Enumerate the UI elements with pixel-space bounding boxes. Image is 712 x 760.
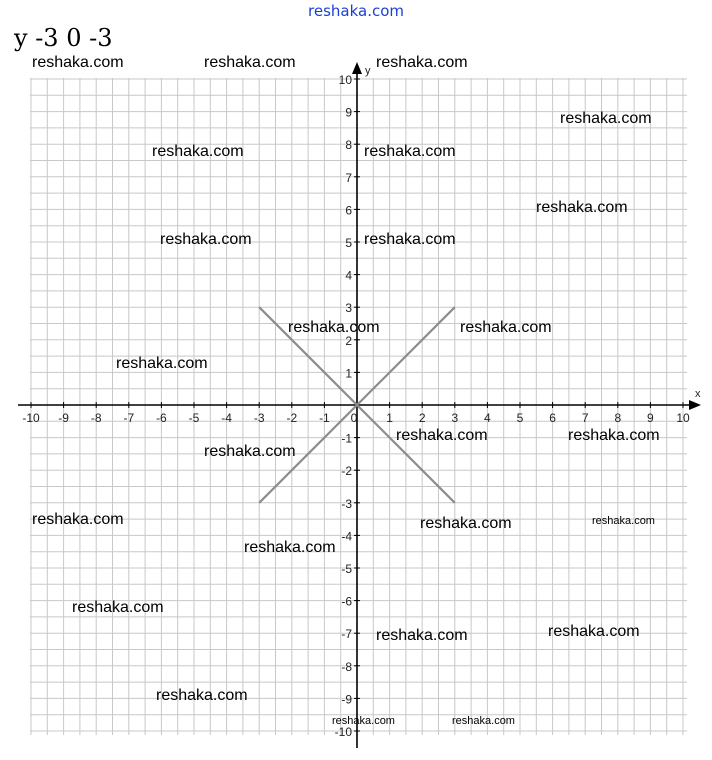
y-tick-label: 6	[345, 203, 352, 218]
watermark: reshaka.com	[420, 515, 512, 532]
x-tick-label: 2	[418, 411, 426, 425]
x-tick-label: 8	[614, 411, 622, 425]
x-tick-label: -7	[123, 411, 135, 425]
watermark: reshaka.com	[568, 427, 660, 444]
watermark: reshaka.com	[548, 623, 640, 640]
y-axis-arrow	[352, 62, 362, 74]
x-tick-label: -5	[188, 411, 200, 425]
y-tick-label: 3	[345, 301, 352, 316]
watermark: reshaka.com	[396, 427, 488, 444]
watermark: reshaka.com	[204, 443, 296, 460]
y-tick-label: -1	[341, 431, 352, 446]
watermark: reshaka.com	[376, 627, 468, 644]
x-axis-label: x	[695, 388, 701, 400]
watermarks	[32, 54, 660, 727]
axes	[18, 62, 701, 748]
y-tick-label: 4	[345, 268, 352, 283]
watermark: reshaka.com	[364, 143, 456, 160]
y-tick-label: 7	[345, 170, 352, 185]
y-tick-label: -10	[334, 725, 352, 739]
watermark: reshaka.com	[152, 143, 244, 160]
y-tick-label: -5	[341, 562, 352, 576]
y-tick-label: -7	[341, 627, 352, 642]
x-tick-label: 0	[350, 411, 358, 425]
watermark: reshaka.com	[460, 319, 552, 336]
y-tick-label: -4	[341, 529, 352, 544]
watermark: reshaka.com	[160, 231, 252, 248]
site-link[interactable]: reshaka.com	[308, 2, 404, 20]
x-tick-label: 5	[516, 411, 524, 425]
watermark: reshaka.com	[536, 199, 628, 216]
x-tick-label: -1	[319, 411, 330, 425]
watermark: reshaka.com	[72, 599, 164, 616]
y-tick-label: 10	[338, 73, 352, 87]
x-tick-label: -2	[286, 411, 298, 425]
x-tick-label: -9	[58, 411, 69, 425]
watermark: reshaka.com	[116, 355, 208, 372]
watermark: reshaka.com	[560, 110, 652, 127]
watermark: reshaka.com	[452, 715, 515, 727]
table-header-text: y -3 0 -3	[14, 24, 113, 52]
y-tick-label: 5	[345, 236, 352, 250]
watermark: reshaka.com	[204, 54, 296, 71]
x-tick-label: 9	[647, 411, 654, 425]
y-tick-label: 2	[345, 333, 352, 348]
watermark: reshaka.com	[364, 231, 456, 248]
x-tick-label: -4	[221, 411, 232, 425]
y-tick-label: -6	[341, 594, 352, 609]
watermark: reshaka.com	[332, 715, 395, 727]
x-axis-arrow	[689, 400, 701, 410]
x-tick-label: 3	[451, 411, 459, 425]
y-tick-label: 1	[345, 366, 352, 381]
watermark: reshaka.com	[32, 54, 124, 71]
y-tick-label: 8	[345, 138, 352, 153]
x-tick-label: -3	[253, 411, 265, 425]
watermark: reshaka.com	[592, 515, 655, 527]
watermark: reshaka.com	[156, 687, 248, 704]
x-tick-label: 6	[549, 411, 556, 425]
y-tick-label: 9	[345, 105, 352, 120]
watermark: reshaka.com	[376, 54, 468, 71]
y-tick-label: -2	[341, 464, 352, 479]
y-tick-label: -3	[341, 496, 352, 511]
x-tick-label: 1	[386, 411, 393, 425]
x-tick-label: 7	[581, 411, 589, 425]
watermark: reshaka.com	[244, 539, 336, 556]
x-tick-label: -8	[90, 411, 102, 425]
x-tick-label: -10	[22, 411, 40, 425]
y-tick-label: -9	[341, 692, 352, 707]
x-tick-label: 10	[676, 411, 690, 425]
x-tick-label: 4	[484, 411, 491, 425]
watermark: reshaka.com	[288, 319, 380, 336]
y-tick-label: -8	[341, 659, 352, 674]
x-tick-label: -6	[156, 411, 167, 425]
watermark: reshaka.com	[32, 511, 124, 528]
y-axis-label: y	[365, 65, 371, 77]
